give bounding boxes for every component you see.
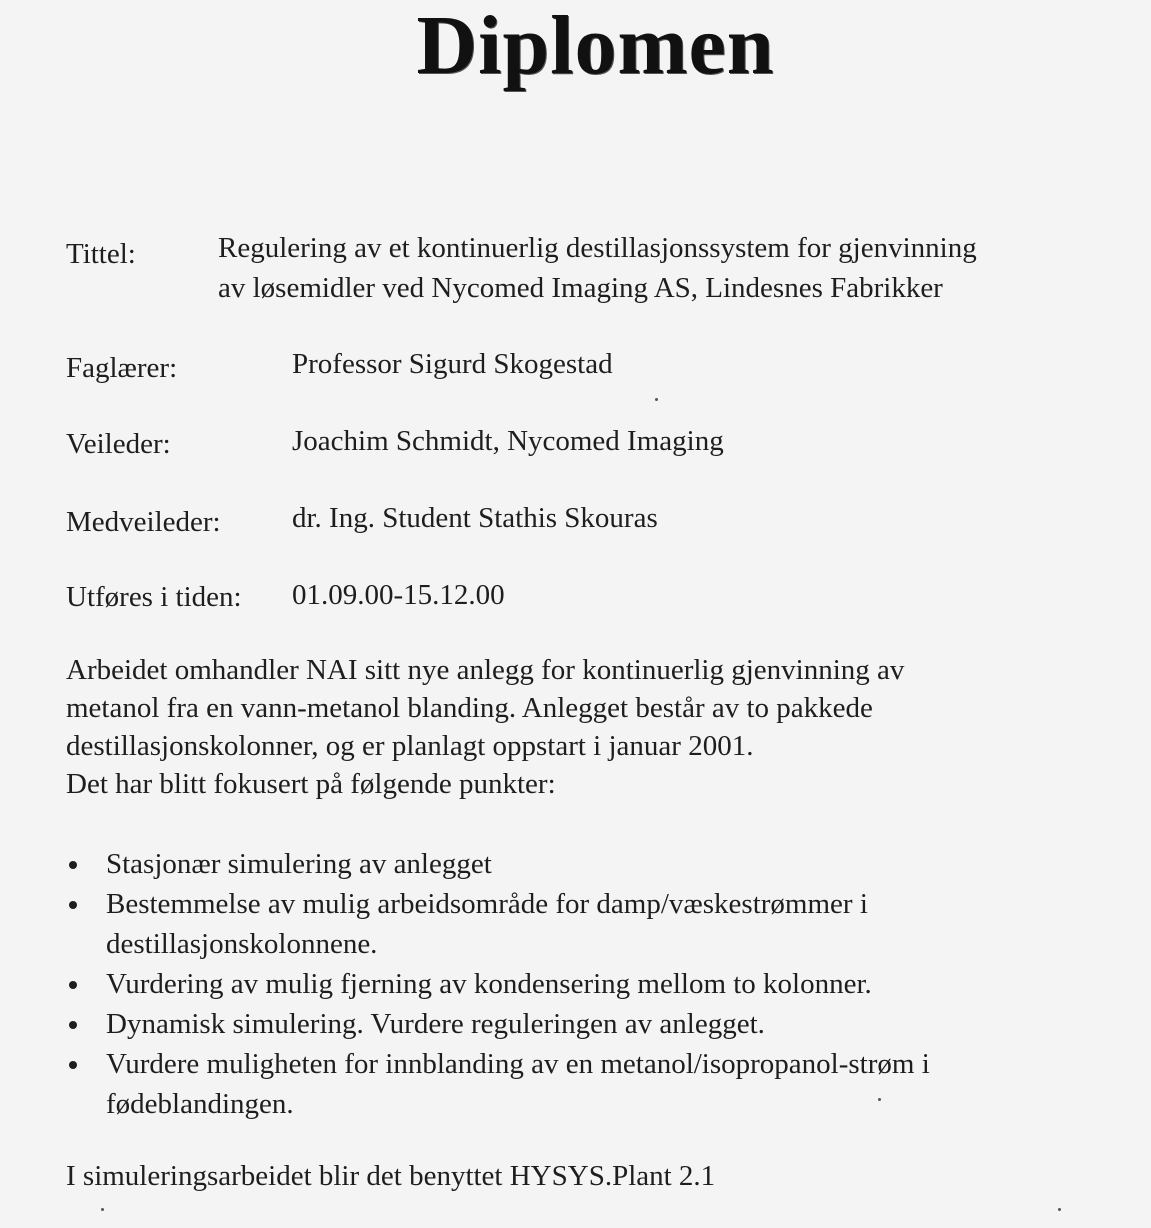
veileder-value: Joachim Schmidt, Nycomed Imaging: [292, 425, 724, 457]
faglaerer-value: Professor Sigurd Skogestad: [292, 348, 613, 380]
bullet-text: Dynamisk simulering. Vurdere reguleringen av anlegget.: [106, 1008, 765, 1040]
bullet-icon: [69, 981, 77, 989]
intro-line-2: metanol fra en vann-metanol blanding. Anlegget består av to pakkede: [66, 692, 873, 724]
bullet-icon: [69, 1061, 77, 1069]
bullet-icon: [69, 861, 77, 869]
closing-line: I simuleringsarbeidet blir det benyttet HYSYS.Plant 2.1: [66, 1160, 716, 1192]
tittel-value-line2: av løsemidler ved Nycomed Imaging AS, Lindesnes Fabrikker: [218, 272, 943, 304]
focus-points-list: [66, 844, 930, 1124]
document-title: Diplomen: [416, 0, 775, 92]
bullet-text-continued: destillasjonskolonnene.: [106, 928, 378, 960]
bullet-icon: [69, 1021, 77, 1029]
scan-speck: [878, 1098, 881, 1101]
bullet-text: Stasjonær simulering av anlegget: [106, 848, 492, 880]
veileder-label: Veileder:: [66, 428, 171, 460]
list-item: [66, 844, 930, 884]
scan-speck: [101, 1208, 104, 1211]
list-item: [66, 884, 930, 964]
bullet-text-continued: fødeblandingen.: [106, 1088, 294, 1120]
intro-line-1: Arbeidet omhandler NAI sitt nye anlegg for kontinuerlig gjenvinning av: [66, 654, 905, 686]
tittel-label: Tittel:: [66, 238, 136, 270]
bullet-text: Bestemmelse av mulig arbeidsområde for damp/væskestrømmer i: [106, 888, 868, 920]
bullet-text: Vurdere muligheten for innblanding av en metanol/isopropanol-strøm i: [106, 1048, 930, 1080]
list-item: [66, 1044, 930, 1124]
intro-line-4: Det har blitt fokusert på følgende punkter:: [66, 768, 556, 800]
scan-speck: [1058, 1208, 1061, 1211]
utfores-label: Utføres i tiden:: [66, 581, 242, 613]
bullet-icon: [69, 901, 77, 909]
intro-line-3: destillasjonskolonner, og er planlagt oppstart i januar 2001.: [66, 730, 754, 762]
list-item: [66, 1004, 930, 1044]
bullet-text: Vurdering av mulig fjerning av kondensering mellom to kolonner.: [106, 968, 872, 1000]
tittel-value-line1: Regulering av et kontinuerlig destillasjonssystem for gjenvinning: [218, 232, 977, 264]
medveileder-label: Medveileder:: [66, 506, 221, 538]
utfores-value: 01.09.00-15.12.00: [292, 579, 505, 611]
medveileder-value: dr. Ing. Student Stathis Skouras: [292, 502, 658, 534]
list-item: [66, 964, 930, 1004]
faglaerer-label: Faglærer:: [66, 352, 178, 384]
scan-speck: [655, 398, 658, 401]
